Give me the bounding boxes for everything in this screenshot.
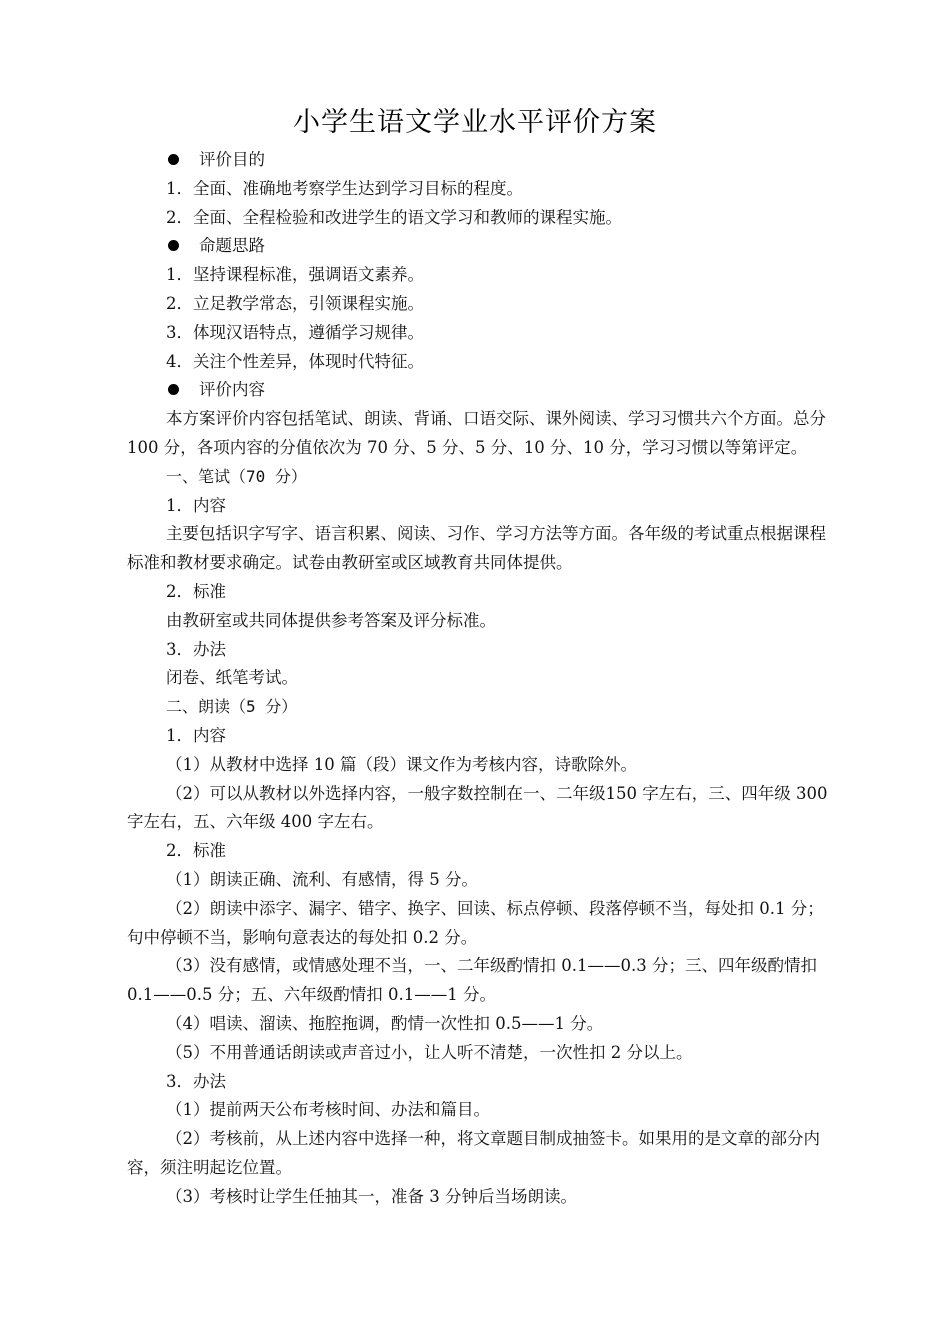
item-label: 1．内容 xyxy=(166,495,226,515)
document-title: 小学生语文学业水平评价方案 xyxy=(293,107,657,138)
paragraph: 由教研室或共同体提供参考答案及评分标准。 xyxy=(166,610,496,630)
paragraph: （3）没有感情，或情感处理不当，一、二年级酌情扣 0.1——0.3 分；三、四年级酌情扣 0.1——0.5 分；五、六年级酌情扣 0.1——1 分。 xyxy=(127,956,817,1005)
paragraph: 1．坚持课程标准，强调语文素养。 xyxy=(166,265,424,285)
paragraph: （2）朗读中添字、漏字、错字、换字、回读、标点停顿、段落停顿不当，每处扣 0.1 分；句中停顿不当，影响句意表达的每处扣 0.2 分。 xyxy=(127,898,824,947)
section-heading-text: 评价内容 xyxy=(199,380,265,400)
paragraph: 4．关注个性差异，体现时代特征。 xyxy=(166,351,424,371)
paragraph: 1．全面、准确地考察学生达到学习目标的程度。 xyxy=(166,178,523,198)
section-content-heading xyxy=(127,376,833,405)
section-purpose-heading xyxy=(127,146,833,175)
item-label: 3．办法 xyxy=(166,1071,226,1091)
subsection-heading: 二、朗读（5 分） xyxy=(166,697,298,717)
subsection-heading: 一、笔试（70 分） xyxy=(166,466,307,486)
paragraph: 2．全面、全程检验和改进学生的语文学习和教师的课程实施。 xyxy=(166,207,622,227)
item-label: 2．标准 xyxy=(166,581,226,601)
paragraph: （4）唱读、溜读、拖腔拖调，酌情一次性扣 0.5——1 分。 xyxy=(166,1013,604,1033)
paragraph: 闭卷、纸笔考试。 xyxy=(166,668,298,688)
section-heading-text: 评价目的 xyxy=(199,150,265,169)
paragraph: 3．体现汉语特点，遵循学习规律。 xyxy=(166,322,424,342)
paragraph: 主要包括识字写字、语言积累、阅读、习作、学习方法等方面。各年级的考试重点根据课程标准和教材要求确定。试卷由教研室或区域教育共同体提供。 xyxy=(127,524,826,573)
bullet-icon xyxy=(168,154,179,165)
paragraph: （3）考核时让学生任抽其一，准备 3 分钟后当场朗读。 xyxy=(166,1186,577,1206)
paragraph: 2．立足教学常态，引领课程实施。 xyxy=(166,293,424,313)
item-label: 1．内容 xyxy=(166,725,226,745)
item-label: 2．标准 xyxy=(166,841,226,861)
section-idea-heading xyxy=(127,232,833,261)
paragraph: （1）从教材中选择 10 篇（段）课文作为考核内容，诗歌除外。 xyxy=(166,754,637,774)
paragraph: （2）考核前，从上述内容中选择一种，将文章题目制成抽签卡。如果用的是文章的部分内容，须注明起讫位置。 xyxy=(127,1129,820,1177)
paragraph: 本方案评价内容包括笔试、朗读、背诵、口语交际、课外阅读、学习习惯共六个方面。总分 100 分，各项内容的分值依次为 70 分、5 分、5 分、10 分、10 分，学习习惯以等第评定。 xyxy=(127,409,826,457)
paragraph: （5）不用普通话朗读或声音过小，让人听不清楚，一次性扣 2 分以上。 xyxy=(166,1042,693,1062)
bullet-icon xyxy=(168,240,179,251)
paragraph: （1）提前两天公布考核时间、办法和篇目。 xyxy=(166,1100,490,1120)
paragraph: （2）可以从教材以外选择内容，一般字数控制在一、二年级150 字左右，三、四年级 300 字左右，五、六年级 400 字左右。 xyxy=(127,783,828,832)
document-body xyxy=(127,146,833,1211)
paragraph: （1）朗读正确、流利、有感情，得 5 分。 xyxy=(166,869,478,889)
section-heading-text: 命题思路 xyxy=(199,236,265,256)
bullet-icon xyxy=(168,384,179,395)
item-label: 3．办法 xyxy=(166,639,226,659)
